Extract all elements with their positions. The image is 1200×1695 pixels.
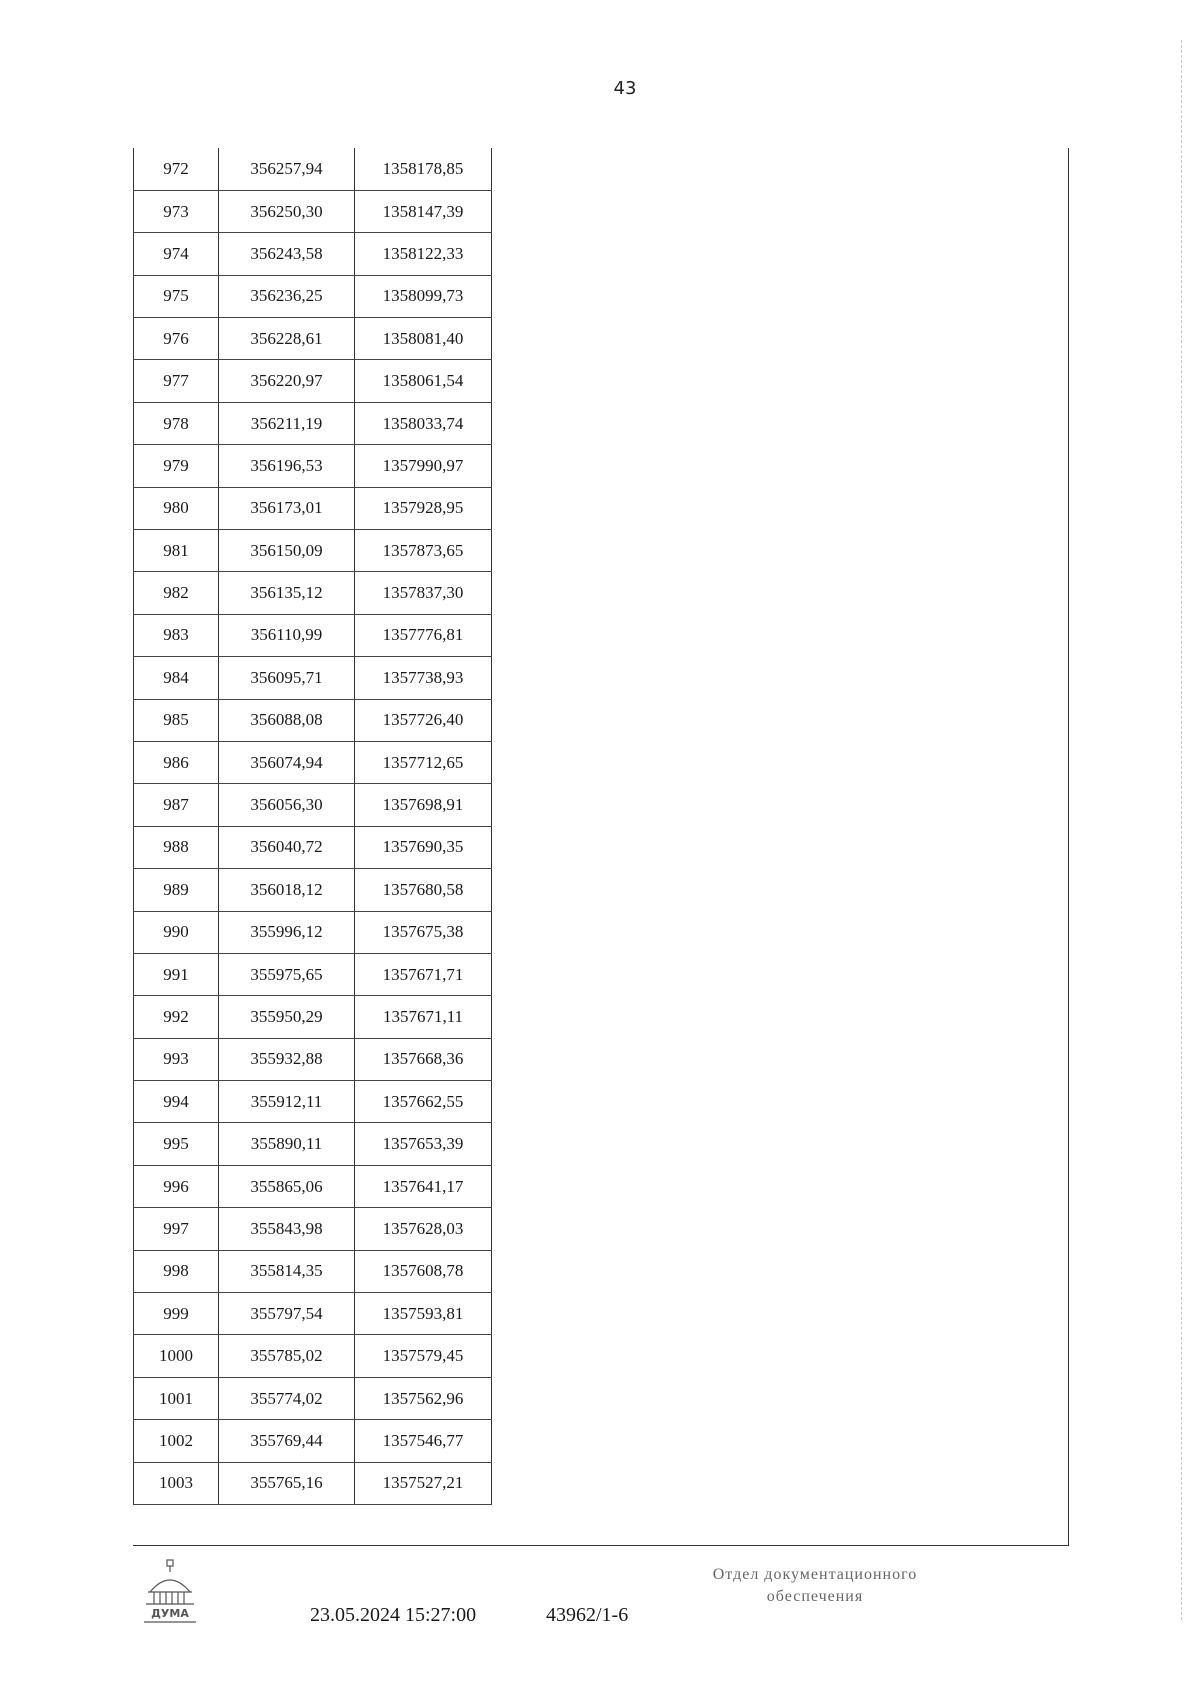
table-row [134, 1335, 492, 1377]
point-number-cell: 1000 [134, 1335, 219, 1377]
point-number-cell: 972 [134, 148, 219, 190]
point-number-cell: 989 [134, 869, 219, 911]
y-coordinate-cell: 1357653,39 [355, 1123, 492, 1165]
table-row [134, 1123, 492, 1165]
point-number-cell: 975 [134, 275, 219, 317]
table-row [134, 1462, 492, 1504]
x-coordinate-cell: 356110,99 [219, 614, 355, 656]
x-coordinate-cell: 356236,25 [219, 275, 355, 317]
y-coordinate-cell: 1357608,78 [355, 1250, 492, 1292]
point-number-cell: 983 [134, 614, 219, 656]
x-coordinate-cell: 356228,61 [219, 318, 355, 360]
point-number-cell: 981 [134, 530, 219, 572]
y-coordinate-cell: 1358147,39 [355, 190, 492, 232]
point-number-cell: 988 [134, 826, 219, 868]
coordinates-table-body [134, 148, 492, 1505]
stamp-line-1: Отдел документационного [712, 1566, 918, 1583]
table-row [134, 1165, 492, 1207]
table-row [134, 233, 492, 275]
x-coordinate-cell: 355765,16 [219, 1462, 355, 1504]
table-row [134, 530, 492, 572]
point-number-cell: 994 [134, 1081, 219, 1123]
point-number-cell: 979 [134, 445, 219, 487]
x-coordinate-cell: 356250,30 [219, 190, 355, 232]
y-coordinate-cell: 1357837,30 [355, 572, 492, 614]
point-number-cell: 980 [134, 487, 219, 529]
page-number: 43 [613, 78, 637, 99]
y-coordinate-cell: 1357990,97 [355, 445, 492, 487]
x-coordinate-cell: 355890,11 [219, 1123, 355, 1165]
x-coordinate-cell: 355932,88 [219, 1038, 355, 1080]
table-row [134, 275, 492, 317]
footer-document-number: 43962/1-6 [546, 1604, 629, 1626]
table-row [134, 657, 492, 699]
y-coordinate-cell: 1357680,58 [355, 869, 492, 911]
table-row [134, 148, 492, 190]
y-coordinate-cell: 1357579,45 [355, 1335, 492, 1377]
y-coordinate-cell: 1358081,40 [355, 318, 492, 360]
table-row [134, 572, 492, 614]
x-coordinate-cell: 355785,02 [219, 1335, 355, 1377]
y-coordinate-cell: 1357562,96 [355, 1377, 492, 1419]
y-coordinate-cell: 1357641,17 [355, 1165, 492, 1207]
point-number-cell: 1001 [134, 1377, 219, 1419]
point-number-cell: 985 [134, 699, 219, 741]
y-coordinate-cell: 1357546,77 [355, 1420, 492, 1462]
point-number-cell: 997 [134, 1208, 219, 1250]
point-number-cell: 998 [134, 1250, 219, 1292]
y-coordinate-cell: 1357675,38 [355, 911, 492, 953]
y-coordinate-cell: 1357698,91 [355, 784, 492, 826]
y-coordinate-cell: 1358099,73 [355, 275, 492, 317]
table-row [134, 1377, 492, 1419]
y-coordinate-cell: 1358061,54 [355, 360, 492, 402]
point-number-cell: 999 [134, 1293, 219, 1335]
table-row [134, 996, 492, 1038]
y-coordinate-cell: 1357668,36 [355, 1038, 492, 1080]
point-number-cell: 986 [134, 741, 219, 783]
table-row [134, 1038, 492, 1080]
duma-logo-icon [140, 1558, 200, 1624]
point-number-cell: 990 [134, 911, 219, 953]
table-row [134, 445, 492, 487]
x-coordinate-cell: 355769,44 [219, 1420, 355, 1462]
x-coordinate-cell: 356088,08 [219, 699, 355, 741]
x-coordinate-cell: 356173,01 [219, 487, 355, 529]
table-row [134, 1250, 492, 1292]
x-coordinate-cell: 355912,11 [219, 1081, 355, 1123]
x-coordinate-cell: 355814,35 [219, 1250, 355, 1292]
x-coordinate-cell: 355797,54 [219, 1293, 355, 1335]
table-row [134, 953, 492, 995]
y-coordinate-cell: 1357738,93 [355, 657, 492, 699]
department-stamp [690, 1564, 940, 1608]
point-number-cell: 995 [134, 1123, 219, 1165]
table-row [134, 614, 492, 656]
x-coordinate-cell: 355996,12 [219, 911, 355, 953]
y-coordinate-cell: 1357776,81 [355, 614, 492, 656]
point-number-cell: 984 [134, 657, 219, 699]
point-number-cell: 974 [134, 233, 219, 275]
y-coordinate-cell: 1357527,21 [355, 1462, 492, 1504]
table-row [134, 826, 492, 868]
table-row [134, 741, 492, 783]
table-row [134, 869, 492, 911]
y-coordinate-cell: 1357671,11 [355, 996, 492, 1038]
x-coordinate-cell: 355975,65 [219, 953, 355, 995]
y-coordinate-cell: 1357593,81 [355, 1293, 492, 1335]
x-coordinate-cell: 356040,72 [219, 826, 355, 868]
x-coordinate-cell: 356220,97 [219, 360, 355, 402]
x-coordinate-cell: 355950,29 [219, 996, 355, 1038]
x-coordinate-cell: 356243,58 [219, 233, 355, 275]
table-row [134, 784, 492, 826]
table-row [134, 1208, 492, 1250]
table-row [134, 360, 492, 402]
table-row [134, 1081, 492, 1123]
table-row [134, 911, 492, 953]
x-coordinate-cell: 355843,98 [219, 1208, 355, 1250]
x-coordinate-cell: 356211,19 [219, 402, 355, 444]
scan-edge-marks [1181, 40, 1188, 1620]
y-coordinate-cell: 1358122,33 [355, 233, 492, 275]
x-coordinate-cell: 356018,12 [219, 869, 355, 911]
table-row [134, 190, 492, 232]
x-coordinate-cell: 355865,06 [219, 1165, 355, 1207]
coordinates-table [133, 148, 492, 1505]
coordinates-table-frame [133, 148, 1069, 1546]
x-coordinate-cell: 356196,53 [219, 445, 355, 487]
x-coordinate-cell: 356056,30 [219, 784, 355, 826]
x-coordinate-cell: 356095,71 [219, 657, 355, 699]
x-coordinate-cell: 356150,09 [219, 530, 355, 572]
point-number-cell: 976 [134, 318, 219, 360]
table-row [134, 699, 492, 741]
y-coordinate-cell: 1358033,74 [355, 402, 492, 444]
table-row [134, 487, 492, 529]
y-coordinate-cell: 1357726,40 [355, 699, 492, 741]
table-row [134, 1293, 492, 1335]
point-number-cell: 977 [134, 360, 219, 402]
point-number-cell: 973 [134, 190, 219, 232]
point-number-cell: 993 [134, 1038, 219, 1080]
x-coordinate-cell: 356257,94 [219, 148, 355, 190]
y-coordinate-cell: 1357671,71 [355, 953, 492, 995]
stamp-line-2: обеспечения [766, 1588, 864, 1605]
point-number-cell: 1002 [134, 1420, 219, 1462]
point-number-cell: 996 [134, 1165, 219, 1207]
table-row [134, 1420, 492, 1462]
y-coordinate-cell: 1357662,55 [355, 1081, 492, 1123]
point-number-cell: 1003 [134, 1462, 219, 1504]
x-coordinate-cell: 356074,94 [219, 741, 355, 783]
point-number-cell: 992 [134, 996, 219, 1038]
logo-text: ДУМА [151, 1607, 189, 1620]
y-coordinate-cell: 1357928,95 [355, 487, 492, 529]
point-number-cell: 987 [134, 784, 219, 826]
point-number-cell: 991 [134, 953, 219, 995]
table-row [134, 318, 492, 360]
footer-datetime: 23.05.2024 15:27:00 [310, 1604, 477, 1626]
y-coordinate-cell: 1357873,65 [355, 530, 492, 572]
y-coordinate-cell: 1357690,35 [355, 826, 492, 868]
x-coordinate-cell: 356135,12 [219, 572, 355, 614]
x-coordinate-cell: 355774,02 [219, 1377, 355, 1419]
point-number-cell: 982 [134, 572, 219, 614]
y-coordinate-cell: 1357712,65 [355, 741, 492, 783]
y-coordinate-cell: 1358178,85 [355, 148, 492, 190]
y-coordinate-cell: 1357628,03 [355, 1208, 492, 1250]
table-row [134, 402, 492, 444]
point-number-cell: 978 [134, 402, 219, 444]
